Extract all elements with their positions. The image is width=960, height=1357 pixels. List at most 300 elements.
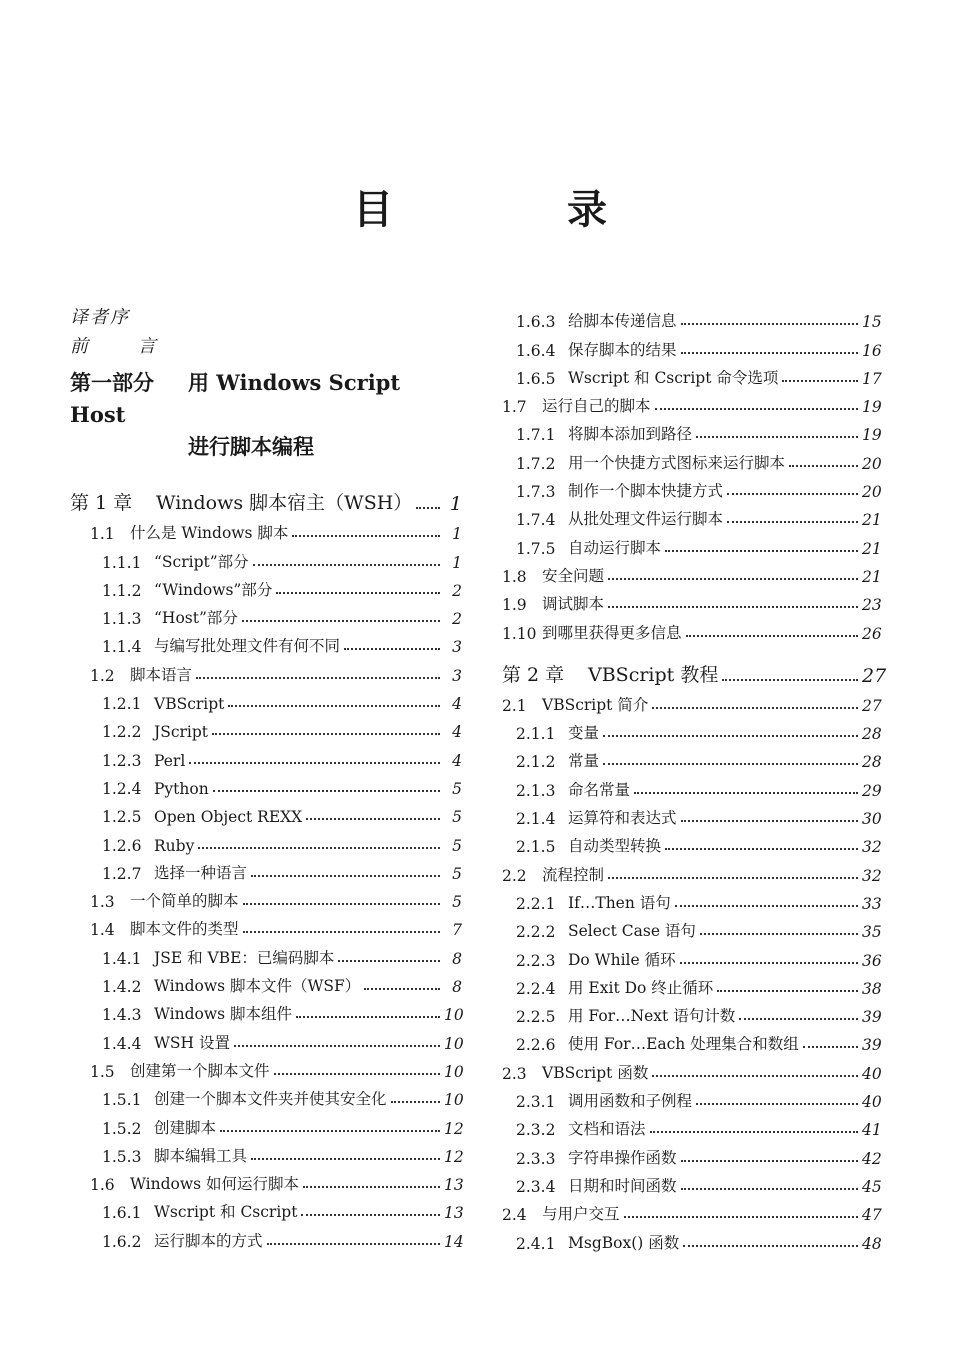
toc-entry-1-6-2[interactable] bbox=[70, 1222, 462, 1250]
dot-leader bbox=[242, 620, 440, 622]
entry-number: 1.6.5 bbox=[516, 369, 556, 388]
dot-leader bbox=[655, 408, 858, 410]
entry-number: 2.2.5 bbox=[516, 1008, 556, 1027]
entry-title: 运行脚本的方式 bbox=[154, 1231, 263, 1250]
entry-page-number: 30 bbox=[862, 810, 882, 829]
dot-leader bbox=[634, 792, 858, 794]
entry-title: 从批处理文件运行脚本 bbox=[568, 510, 724, 529]
entry-number: 2.2 bbox=[502, 866, 527, 885]
entry-number: 1.5.2 bbox=[102, 1119, 142, 1138]
dot-leader bbox=[675, 905, 858, 907]
entry-page-number: 47 bbox=[862, 1206, 882, 1225]
entry-page-number: 15 bbox=[862, 313, 882, 332]
entry-page-number: 26 bbox=[862, 624, 882, 643]
entry-title: If…Then 语句 bbox=[568, 893, 671, 912]
entry-title: Windows 脚本组件 bbox=[154, 1005, 293, 1024]
entry-title: “Windows”部分 bbox=[154, 580, 273, 599]
entry-number: 2.1.4 bbox=[516, 810, 556, 829]
toc-entry-1-1-3[interactable] bbox=[70, 600, 462, 628]
entry-page-number: 4 bbox=[452, 695, 462, 714]
entry-title: 脚本编辑工具 bbox=[154, 1146, 248, 1165]
dot-leader bbox=[803, 1046, 858, 1048]
dot-leader bbox=[650, 1131, 858, 1133]
entry-page-number: 10 bbox=[444, 1006, 464, 1025]
entry-title: 到哪里获得更多信息 bbox=[542, 623, 682, 642]
entry-title: 字符串操作函数 bbox=[568, 1148, 677, 1167]
entry-page-number: 23 bbox=[862, 596, 882, 615]
entry-title: WSH 设置 bbox=[154, 1033, 230, 1052]
entry-number: 1.10 bbox=[502, 624, 537, 643]
entry-number: 1.6.4 bbox=[516, 341, 556, 360]
dot-leader bbox=[364, 988, 440, 990]
toc-entry-1[interactable] bbox=[70, 471, 462, 515]
entry-title: 运行自己的脚本 bbox=[542, 397, 651, 416]
front-matter-preface[interactable]: 前 言 bbox=[70, 336, 178, 357]
toc-entry-1-2-6[interactable] bbox=[70, 826, 462, 854]
dot-leader bbox=[301, 1214, 440, 1216]
entry-title: 常量 bbox=[568, 752, 600, 771]
toc-entry-1-4-1[interactable] bbox=[70, 939, 462, 967]
entry-number: 1.4.2 bbox=[102, 978, 142, 997]
entry-number: 1.4.1 bbox=[102, 949, 142, 968]
toc-entry-1-6-1[interactable] bbox=[70, 1194, 462, 1222]
entry-page-number: 28 bbox=[862, 725, 882, 744]
toc-entry-2-4[interactable] bbox=[502, 1196, 880, 1224]
entry-page-number: 5 bbox=[452, 893, 462, 912]
dot-leader bbox=[220, 1130, 440, 1132]
entry-number: 1.2.5 bbox=[102, 808, 142, 827]
dot-leader bbox=[683, 1245, 858, 1247]
dot-leader bbox=[212, 733, 440, 735]
dot-leader bbox=[306, 818, 440, 820]
dot-leader bbox=[253, 564, 440, 566]
toc-entry-2-1-5[interactable] bbox=[502, 828, 880, 856]
entry-page-number: 19 bbox=[862, 426, 882, 445]
entry-page-number: 5 bbox=[452, 808, 462, 827]
dot-leader bbox=[722, 679, 858, 681]
entry-number: 2.3.2 bbox=[516, 1121, 556, 1140]
entry-title: 使用 For…Each 处理集合和数组 bbox=[568, 1035, 799, 1054]
entry-page-number: 19 bbox=[862, 398, 882, 417]
dot-leader bbox=[727, 521, 858, 523]
dot-leader bbox=[234, 1045, 440, 1047]
entry-page-number: 21 bbox=[862, 511, 882, 530]
entry-title: 将脚本添加到路径 bbox=[568, 425, 693, 444]
toc-entry-2-2-2[interactable] bbox=[502, 913, 880, 941]
entry-number: 1.4.4 bbox=[102, 1034, 142, 1053]
entry-page-number: 27 bbox=[862, 664, 887, 687]
toc-entry-2-3-3[interactable] bbox=[502, 1139, 880, 1167]
part-number: 第一部分 bbox=[70, 370, 154, 395]
entry-number: 1.2.3 bbox=[102, 751, 142, 770]
entry-page-number: 2 bbox=[452, 610, 462, 629]
entry-number: 1.8 bbox=[502, 567, 527, 586]
toc-entry-1-7-5[interactable] bbox=[502, 529, 880, 557]
entry-page-number: 8 bbox=[452, 949, 462, 968]
entry-title: 创建一个脚本文件夹并使其安全化 bbox=[154, 1090, 387, 1109]
entry-number: 1.1 bbox=[90, 525, 115, 544]
dot-leader bbox=[251, 1158, 440, 1160]
dot-leader bbox=[681, 820, 858, 822]
dot-leader bbox=[274, 1073, 440, 1075]
entry-title: 脚本语言 bbox=[130, 665, 193, 684]
entry-page-number: 21 bbox=[862, 539, 882, 558]
entry-title: Windows 如何运行脚本 bbox=[130, 1175, 300, 1194]
entry-number: 1.1.1 bbox=[102, 553, 142, 572]
dot-leader bbox=[665, 550, 858, 552]
dot-leader bbox=[603, 763, 858, 765]
dot-leader bbox=[686, 635, 858, 637]
dot-leader bbox=[603, 735, 858, 737]
entry-number: 1.7.3 bbox=[516, 483, 556, 502]
toc-entry-2-1-2[interactable] bbox=[502, 743, 880, 771]
entry-page-number: 3 bbox=[452, 666, 462, 685]
entry-title: 与编写批处理文件有何不同 bbox=[154, 637, 341, 656]
entry-number: 2.3.4 bbox=[516, 1177, 556, 1196]
entry-number: 1.5.3 bbox=[102, 1147, 142, 1166]
entry-page-number: 40 bbox=[862, 1064, 882, 1083]
toc-entry-1-5-1[interactable] bbox=[70, 1081, 462, 1109]
entry-number: 1.6.1 bbox=[102, 1204, 142, 1223]
entry-page-number: 48 bbox=[862, 1234, 882, 1253]
entry-page-number: 3 bbox=[452, 638, 462, 657]
entry-page-number: 13 bbox=[444, 1176, 464, 1195]
entry-title: 创建脚本 bbox=[154, 1118, 217, 1137]
entry-title: 命名常量 bbox=[568, 780, 631, 799]
entry-number: 1.2.1 bbox=[102, 695, 142, 714]
entry-number: 1.2.4 bbox=[102, 779, 142, 798]
dot-leader bbox=[652, 1075, 858, 1077]
entry-title: 与用户交互 bbox=[542, 1205, 620, 1224]
entry-page-number: 16 bbox=[862, 341, 882, 360]
dot-leader bbox=[696, 1103, 858, 1105]
toc-entry-1-4-2[interactable] bbox=[70, 968, 462, 996]
dot-leader bbox=[681, 1160, 858, 1162]
entry-title: 文档和语法 bbox=[568, 1120, 646, 1139]
entry-page-number: 39 bbox=[862, 1008, 882, 1027]
toc-entry-1-8[interactable] bbox=[502, 558, 880, 586]
entry-title: Perl bbox=[154, 751, 186, 770]
entry-title: 调试脚本 bbox=[542, 595, 605, 614]
toc-right-entries bbox=[502, 303, 887, 1253]
toc-entry-1-1-2[interactable] bbox=[70, 572, 462, 600]
toc-entry-2-2-1[interactable] bbox=[502, 885, 880, 913]
toc-entry-1-2-2[interactable] bbox=[70, 713, 462, 741]
part-title-line2: 进行脚本编程 bbox=[188, 434, 314, 459]
toc-entry-2[interactable] bbox=[502, 643, 887, 687]
entry-page-number: 40 bbox=[862, 1093, 882, 1112]
entry-number: 第 2 章 bbox=[502, 663, 565, 686]
entry-number: 1.4.3 bbox=[102, 1006, 142, 1025]
entry-title: “Host”部分 bbox=[154, 609, 238, 628]
entry-title: VBScript 教程 bbox=[588, 663, 719, 686]
entry-page-number: 36 bbox=[862, 951, 882, 970]
entry-number: 2.2.3 bbox=[516, 951, 556, 970]
dot-leader bbox=[608, 877, 858, 879]
entry-title: 用一个快捷方式图标来运行脚本 bbox=[568, 453, 786, 472]
toc-right-column bbox=[502, 303, 887, 1253]
entry-title: 流程控制 bbox=[542, 865, 605, 884]
toc-entry-2-2-6[interactable] bbox=[502, 1026, 880, 1054]
dot-leader bbox=[739, 1018, 858, 1020]
entry-number: 1.2.7 bbox=[102, 864, 142, 883]
toc-entry-1-3[interactable] bbox=[70, 883, 462, 911]
dot-leader bbox=[303, 1186, 440, 1188]
dot-leader bbox=[700, 933, 858, 935]
entry-page-number: 38 bbox=[862, 979, 882, 998]
entry-title: 日期和时间函数 bbox=[568, 1176, 677, 1195]
toc-entry-2-2[interactable] bbox=[502, 856, 880, 884]
toc-entry-1-7-2[interactable] bbox=[502, 444, 880, 472]
dot-leader bbox=[267, 1243, 440, 1245]
entry-title: 一个简单的脚本 bbox=[130, 892, 239, 911]
entry-number: 2.3 bbox=[502, 1064, 527, 1083]
entry-title: Do While 循环 bbox=[568, 950, 676, 969]
toc-entry-1-5-3[interactable] bbox=[70, 1138, 462, 1166]
toc-entry-2-1-4[interactable] bbox=[502, 800, 880, 828]
toc-entry-1-5[interactable] bbox=[70, 1053, 462, 1081]
entry-page-number: 12 bbox=[444, 1147, 464, 1166]
toc-entry-1-1-1[interactable] bbox=[70, 543, 462, 571]
entry-number: 1.7.5 bbox=[516, 539, 556, 558]
toc-entry-1-5-2[interactable] bbox=[70, 1109, 462, 1137]
entry-page-number: 39 bbox=[862, 1036, 882, 1055]
toc-entry-2-1[interactable] bbox=[502, 687, 880, 715]
entry-number: 1.1.4 bbox=[102, 638, 142, 657]
toc-entry-1-1[interactable] bbox=[70, 515, 462, 543]
entry-title: 保存脚本的结果 bbox=[568, 340, 677, 359]
entry-number: 1.7.1 bbox=[516, 426, 556, 445]
toc-entry-1-10[interactable] bbox=[502, 614, 880, 642]
entry-page-number: 5 bbox=[452, 864, 462, 883]
entry-page-number: 1 bbox=[452, 553, 462, 572]
dot-leader bbox=[680, 962, 858, 964]
entry-page-number: 17 bbox=[862, 369, 882, 388]
entry-title: 用 For…Next 语句计数 bbox=[568, 1007, 736, 1026]
toc-entry-1-7-3[interactable] bbox=[502, 473, 880, 501]
entry-page-number: 1 bbox=[452, 525, 462, 544]
dot-leader bbox=[243, 931, 440, 933]
entry-page-number: 27 bbox=[862, 696, 882, 715]
entry-page-number: 28 bbox=[862, 753, 882, 772]
toc-entry-1-7[interactable] bbox=[502, 388, 880, 416]
dot-leader bbox=[608, 606, 858, 608]
entry-page-number: 35 bbox=[862, 923, 882, 942]
entry-number: 1.9 bbox=[502, 596, 527, 615]
toc-entry-2-2-4[interactable] bbox=[502, 970, 880, 998]
entry-number: 1.6.3 bbox=[516, 313, 556, 332]
dot-leader bbox=[416, 507, 440, 509]
toc-entry-1-6-5[interactable] bbox=[502, 360, 880, 388]
entry-page-number: 21 bbox=[862, 567, 882, 586]
entry-number: 2.1.1 bbox=[516, 725, 556, 744]
entry-title: JSE 和 VBE：已编码脚本 bbox=[154, 948, 335, 967]
dot-leader bbox=[228, 705, 440, 707]
part-title-line1: 用 Windows Script Host bbox=[70, 370, 401, 427]
entry-number: 2.4.1 bbox=[516, 1234, 556, 1253]
dot-leader bbox=[276, 592, 440, 594]
entry-page-number: 20 bbox=[862, 454, 882, 473]
dot-leader bbox=[789, 465, 858, 467]
toc-entry-2-3-4[interactable] bbox=[502, 1168, 880, 1196]
entry-page-number: 13 bbox=[444, 1204, 464, 1223]
dot-leader bbox=[624, 1216, 858, 1218]
dot-leader bbox=[681, 323, 858, 325]
toc-entry-1-9[interactable] bbox=[502, 586, 880, 614]
entry-number: 2.2.4 bbox=[516, 979, 556, 998]
entry-title: VBScript bbox=[154, 695, 225, 714]
entry-title: Windows 脚本文件（WSF） bbox=[154, 977, 361, 996]
entry-page-number: 4 bbox=[452, 751, 462, 770]
toc-entry-2-1-1[interactable] bbox=[502, 715, 880, 743]
entry-title: “Script”部分 bbox=[154, 552, 249, 571]
entry-number: 2.1.5 bbox=[516, 838, 556, 857]
entry-page-number: 10 bbox=[444, 1062, 464, 1081]
entry-number: 1.7.2 bbox=[516, 454, 556, 473]
toc-entry-1-1-4[interactable] bbox=[70, 628, 462, 656]
entry-title: 脚本文件的类型 bbox=[130, 920, 239, 939]
entry-number: 1.2.2 bbox=[102, 723, 142, 742]
toc-entry-2-3-1[interactable] bbox=[502, 1083, 880, 1111]
toc-entry-1-2-5[interactable] bbox=[70, 798, 462, 826]
entry-number: 1.7.4 bbox=[516, 511, 556, 530]
toc-entry-2-4-1[interactable] bbox=[502, 1224, 880, 1252]
entry-number: 2.2.1 bbox=[516, 894, 556, 913]
entry-number: 2.4 bbox=[502, 1206, 527, 1225]
entry-number: 2.1.3 bbox=[516, 781, 556, 800]
dot-leader bbox=[243, 903, 440, 905]
entry-number: 1.1.3 bbox=[102, 610, 142, 629]
entry-number: 1.6.2 bbox=[102, 1232, 142, 1251]
front-matter-translator-preface[interactable]: 译者序 bbox=[70, 307, 130, 328]
entry-title: 选择一种语言 bbox=[154, 863, 248, 882]
entry-page-number: 32 bbox=[862, 866, 882, 885]
toc-entry-2-3[interactable] bbox=[502, 1054, 880, 1082]
entry-title: Wscript 和 Cscript bbox=[154, 1203, 298, 1222]
entry-page-number: 7 bbox=[452, 921, 462, 940]
toc-entry-1-4-3[interactable] bbox=[70, 996, 462, 1024]
dot-leader bbox=[717, 990, 858, 992]
entry-title: 自动运行脚本 bbox=[568, 538, 662, 557]
toc-entry-1-7-4[interactable] bbox=[502, 501, 880, 529]
entry-number: 2.2.2 bbox=[516, 923, 556, 942]
dot-leader bbox=[681, 352, 858, 354]
toc-entry-1-6[interactable] bbox=[70, 1166, 462, 1194]
dot-leader bbox=[196, 677, 440, 679]
entry-title: Ruby bbox=[154, 836, 195, 855]
entry-title: MsgBox() 函数 bbox=[568, 1233, 680, 1252]
dot-leader bbox=[391, 1101, 440, 1103]
entry-number: 1.5.1 bbox=[102, 1091, 142, 1110]
toc-entry-1-6-3[interactable] bbox=[502, 303, 880, 331]
page-title: 目 录 bbox=[353, 187, 687, 233]
entry-title: 调用函数和子例程 bbox=[568, 1092, 693, 1111]
entry-page-number: 45 bbox=[862, 1177, 882, 1196]
toc-entry-2-2-3[interactable] bbox=[502, 941, 880, 969]
dot-leader bbox=[665, 848, 858, 850]
dot-leader bbox=[296, 1016, 440, 1018]
toc-entry-1-4-4[interactable] bbox=[70, 1024, 462, 1052]
entry-number: 1.2.6 bbox=[102, 836, 142, 855]
entry-title: Open Object REXX bbox=[154, 808, 303, 827]
entry-page-number: 33 bbox=[862, 894, 882, 913]
toc-entry-1-2-4[interactable] bbox=[70, 770, 462, 798]
entry-title: 创建第一个脚本文件 bbox=[130, 1061, 270, 1080]
entry-title: 什么是 Windows 脚本 bbox=[130, 524, 289, 543]
dot-leader bbox=[652, 707, 858, 709]
entry-title: 变量 bbox=[568, 724, 600, 743]
entry-number: 2.1 bbox=[502, 696, 527, 715]
entry-title: 自动类型转换 bbox=[568, 837, 662, 856]
entry-title: Select Case 语句 bbox=[568, 922, 696, 941]
entry-title: Windows 脚本宿主（WSH） bbox=[156, 492, 413, 514]
entry-number: 2.3.3 bbox=[516, 1149, 556, 1168]
toc-entry-1-2-1[interactable] bbox=[70, 685, 462, 713]
entry-title: JScript bbox=[154, 723, 209, 742]
dot-leader bbox=[344, 648, 440, 650]
toc-entry-1-4[interactable] bbox=[70, 911, 462, 939]
entry-page-number: 8 bbox=[452, 978, 462, 997]
dot-leader bbox=[189, 762, 440, 764]
entry-page-number: 42 bbox=[862, 1149, 882, 1168]
dot-leader bbox=[727, 493, 858, 495]
entry-number: 2.3.1 bbox=[516, 1093, 556, 1112]
dot-leader bbox=[782, 380, 858, 382]
entry-title: 给脚本传递信息 bbox=[568, 312, 677, 331]
dot-leader bbox=[198, 847, 440, 849]
entry-number: 1.5 bbox=[90, 1062, 115, 1081]
toc-entry-1-7-1[interactable] bbox=[502, 416, 880, 444]
part-heading bbox=[70, 367, 462, 463]
dot-leader bbox=[338, 960, 440, 962]
toc-entry-2-1-3[interactable] bbox=[502, 771, 880, 799]
entry-number: 2.2.6 bbox=[516, 1036, 556, 1055]
toc-entry-1-2-7[interactable] bbox=[70, 855, 462, 883]
dot-leader bbox=[292, 535, 440, 537]
toc-entry-1-2[interactable] bbox=[70, 656, 462, 684]
entry-page-number: 1 bbox=[449, 493, 462, 515]
entry-page-number: 14 bbox=[444, 1232, 464, 1251]
entry-number: 2.1.2 bbox=[516, 753, 556, 772]
entry-number: 1.7 bbox=[502, 398, 527, 417]
entry-number: 1.2 bbox=[90, 666, 115, 685]
entry-page-number: 29 bbox=[862, 781, 882, 800]
entry-title: Python bbox=[154, 779, 209, 798]
toc-entry-1-6-4[interactable] bbox=[502, 331, 880, 359]
entry-page-number: 20 bbox=[862, 483, 882, 502]
toc-entry-2-2-5[interactable] bbox=[502, 998, 880, 1026]
entry-number: 1.6 bbox=[90, 1176, 115, 1195]
toc-entry-2-3-2[interactable] bbox=[502, 1111, 880, 1139]
entry-number: 1.1.2 bbox=[102, 581, 142, 600]
toc-left-column bbox=[70, 303, 462, 1251]
dot-leader bbox=[608, 578, 858, 580]
entry-page-number: 4 bbox=[452, 723, 462, 742]
entry-page-number: 10 bbox=[444, 1091, 464, 1110]
entry-page-number: 2 bbox=[452, 581, 462, 600]
toc-entry-1-2-3[interactable] bbox=[70, 741, 462, 769]
entry-page-number: 41 bbox=[862, 1121, 882, 1140]
entry-title: VBScript 函数 bbox=[542, 1063, 649, 1082]
entry-number: 1.3 bbox=[90, 893, 115, 912]
entry-title: 运算符和表达式 bbox=[568, 809, 677, 828]
entry-page-number: 12 bbox=[444, 1119, 464, 1138]
entry-number: 1.4 bbox=[90, 921, 115, 940]
dot-leader bbox=[251, 875, 440, 877]
entry-page-number: 5 bbox=[452, 779, 462, 798]
entry-number: 第 1 章 bbox=[70, 492, 133, 514]
entry-page-number: 32 bbox=[862, 838, 882, 857]
